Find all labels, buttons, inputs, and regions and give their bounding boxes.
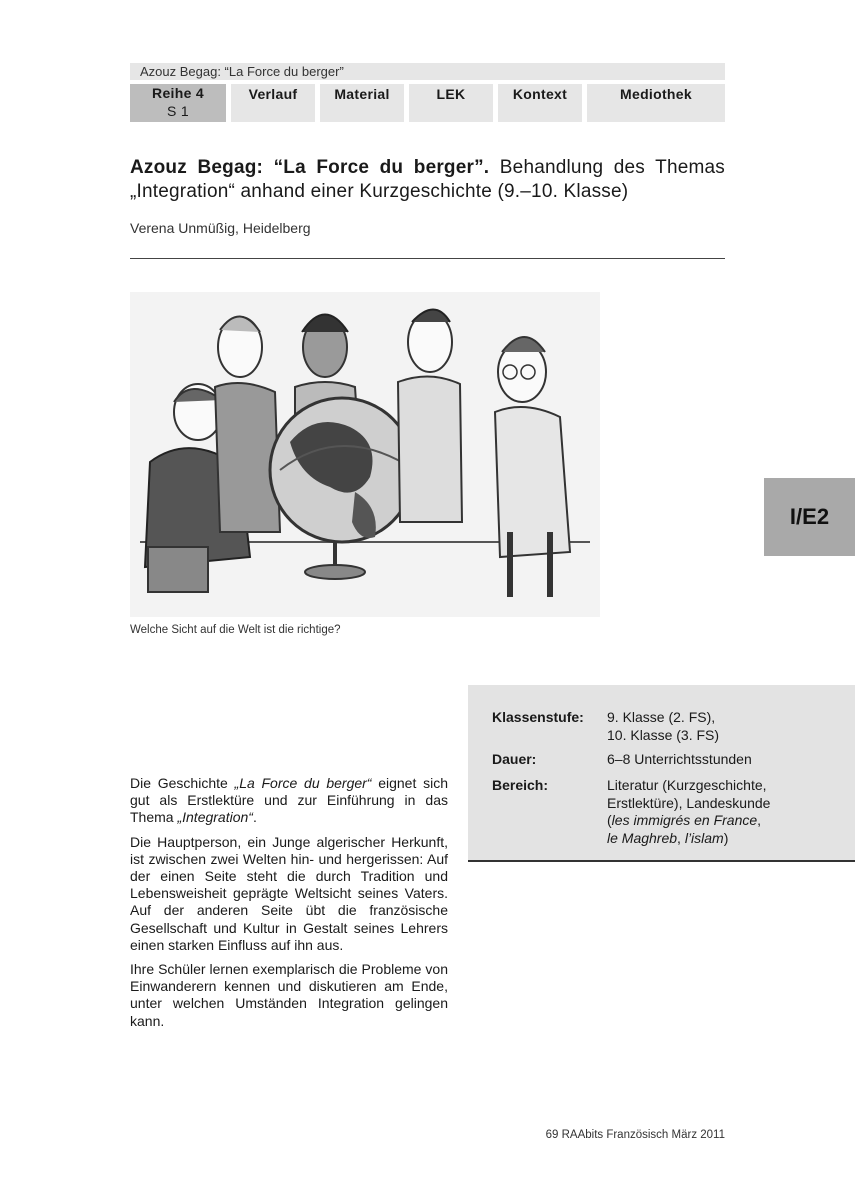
bereich-label: Bereich:	[492, 777, 549, 793]
intro-text	[130, 775, 448, 1037]
author: Verena Unmüßig, Heidelberg	[130, 220, 311, 236]
bereich-value: Literatur (Kurzgeschichte, Erstlektüre), Landeskunde (les immigrés en France, le Maghreb, l’islam)	[607, 777, 771, 846]
dauer-label: Dauer:	[492, 751, 537, 767]
tab-kontext-label: Kontext	[512, 86, 568, 102]
tab-mediothek-label: Mediothek	[620, 86, 692, 102]
divider	[130, 258, 725, 259]
bereich-italic-2: le Maghreb	[607, 829, 678, 846]
intro-paragraph-3: Ihre Schüler lernen exemplarisch die Probleme von Einwanderern kennen und diskutieren am Ende, unter welchen Umständen Integration gelingen kann.	[130, 961, 448, 1029]
bereich-line2: Erstlektüre), Landeskunde	[607, 794, 771, 811]
tab-verlauf-label: Verlauf	[248, 86, 298, 102]
bereich-italic-3: l’islam	[684, 829, 724, 846]
dauer-value: 6–8 Unterrichtsstunden	[607, 751, 752, 767]
tab-mediothek[interactable]	[587, 84, 725, 122]
students-globe-drawing	[130, 292, 600, 617]
page-title-bold: Azouz Begag: “La Force du berger”.	[130, 157, 490, 178]
klassenstufe-line2: 10. Klasse (3. FS)	[607, 726, 720, 743]
bereich-line1: Literatur (Kurzgeschichte,	[607, 777, 767, 793]
page-title-rest: Behandlung des Themas „Integration“ anhand einer Kurzgeschichte (9.–10. Klasse)	[130, 157, 726, 202]
intro-paragraph-1	[130, 775, 448, 827]
section-marker: I/E2	[764, 478, 855, 556]
klassenstufe-value	[607, 709, 847, 744]
illustration-caption: Welche Sicht auf die Welt ist die richtige?	[130, 624, 341, 636]
tab-lek[interactable]	[409, 84, 493, 122]
tab-reihe-label: Reihe 4	[152, 85, 204, 101]
p1-a: Die Geschichte	[130, 775, 235, 791]
intro-paragraph-2: Die Hauptperson, ein Junge algerischer Herkunft, ist zwischen zwei Welten hin- und hergerissen: Auf der einen Seite steht die durch Tradition und Lebensweisheit geprägte Weltsicht seines Vaters. Auf der anderen Seite übt die französische Gesellschaft und Kultur in Gestalt seines Lehrers einen starken Einfluss auf ihn aus.	[130, 833, 448, 953]
tab-lek-label: LEK	[436, 86, 466, 102]
tab-material-label: Material	[334, 86, 390, 102]
tab-verlauf[interactable]	[231, 84, 315, 122]
bereich-italic-1: les immigrés en France	[611, 812, 758, 828]
info-box	[468, 685, 855, 862]
tab-material[interactable]	[320, 84, 404, 122]
klassenstufe-label: Klassenstufe:	[492, 709, 584, 725]
p1-b: eignet sich gut als Erstlektüre und zur Einführung in das Thema	[130, 775, 448, 826]
tab-kontext[interactable]	[498, 84, 582, 122]
p1-italic-2: „Integration“	[177, 809, 253, 826]
p1-c: .	[252, 809, 257, 826]
p1-italic-1: „La Force du berger“	[234, 775, 372, 791]
illustration-image	[130, 292, 600, 617]
tab-reihe[interactable]	[130, 84, 226, 122]
footer: 69 RAAbits Französisch März 2011	[545, 1129, 725, 1141]
klassenstufe-line1: 9. Klasse (2. FS),	[607, 709, 716, 725]
running-title: Azouz Begag: “La Force du berger”	[130, 63, 725, 80]
tab-reihe-sub: S 1	[167, 103, 189, 119]
page-title	[130, 156, 725, 204]
